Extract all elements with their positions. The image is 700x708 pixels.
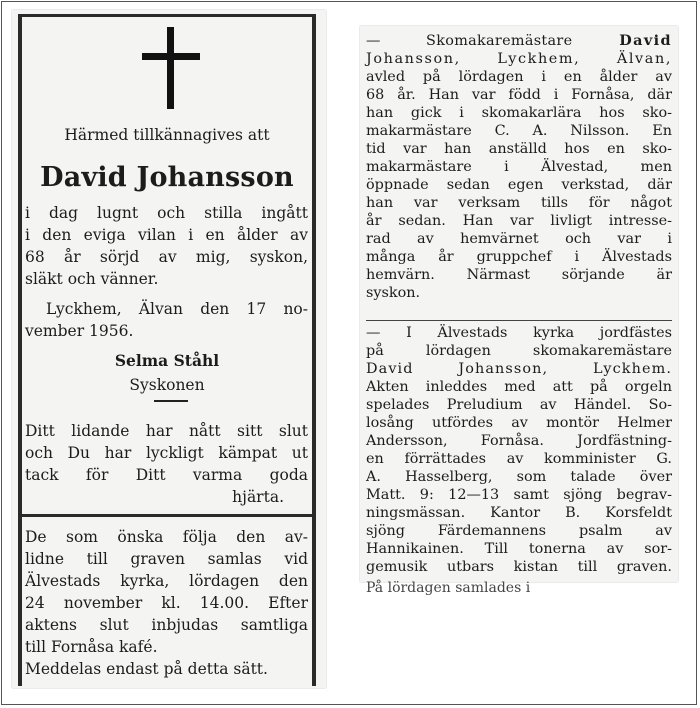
article-line: han var verksam tills för något	[366, 195, 672, 211]
funeral-info-line: aktens slut inbjudas samtliga	[25, 616, 308, 634]
verse-line: tack för Ditt varma goda	[25, 466, 308, 484]
signer-group: Syskonen	[129, 376, 205, 394]
funeral-info-line: 24 november kl. 14.00. Efter	[25, 594, 308, 612]
article-line: avled på lördagen i en ålder av	[366, 69, 672, 85]
article-line: 68 år. Han var född i Fornåsa, där	[366, 87, 672, 103]
article-line: gemusik utbars kistan till graven.	[366, 559, 672, 575]
notice-body-line: släkt och vänner.	[25, 270, 159, 288]
notice-place-date: Lyckhem, Älvan den 17 no-	[46, 300, 308, 318]
article-line: spelades Preludium av Händel. So-	[366, 397, 672, 413]
article-line: makarmästare i Älvestad, men	[366, 159, 672, 175]
article-line: han gick i skomakarlära hos sko-	[366, 105, 672, 121]
section-divider	[18, 514, 316, 517]
article-line: många år gruppchef i Älvestads	[366, 249, 672, 265]
article-line: Matt. 9: 12—13 samt sjöng begrav-	[366, 487, 672, 503]
article-line: öppnade sedan egen verkstad, där	[366, 177, 672, 193]
notice-body-line: i dag lugnt och stilla ingått	[25, 204, 308, 222]
verse-line: Ditt lidande har nått sitt slut	[25, 422, 308, 440]
article-line: tid var han anställd hos en sko-	[366, 141, 672, 157]
article-line: ningsmässan. Kantor B. Korsfeldt	[366, 505, 672, 521]
article-line: en förrättades av komminister G.	[366, 451, 672, 467]
article-line: syskon.	[366, 285, 421, 301]
funeral-info-line: lidne till graven samlas vid	[25, 550, 308, 568]
article-line: hemvärn. Närmast sörjande är	[366, 267, 672, 283]
notice-intro: Härmed tillkännagives att	[64, 126, 270, 144]
funeral-info-line: De som önska följa den av-	[25, 528, 308, 546]
notice-body-line: i den eviga vilan i en ålder av	[25, 226, 308, 244]
verse-line: och Du har lyckligt kämpat ut	[25, 444, 308, 462]
signer-name: Selma Ståhl	[114, 351, 220, 370]
article-line: David Johansson, Lyckhem.	[366, 361, 672, 377]
article-line: rad av hemvärnet och var i	[366, 231, 672, 247]
cross-icon	[142, 27, 200, 109]
notice-place-date: vember 1956.	[25, 322, 134, 340]
article-line: A. Hasselberg, som talade över	[366, 469, 672, 485]
article-line: på lördagen skomakaremästare	[366, 343, 672, 359]
article-line: — Skomakaremästare David	[366, 32, 672, 49]
divider	[154, 400, 188, 402]
article-line: år sedan. Han var livligt intresse-	[366, 213, 672, 229]
newspaper-article-clipping	[360, 26, 678, 596]
article-divider	[366, 320, 672, 321]
death-notice-clipping	[12, 10, 326, 688]
article-line: Akten inleddes med att på orgeln	[366, 379, 672, 395]
article-line: Andersson, Fornåsa. Jordfästning-	[366, 433, 672, 449]
article-line: makarmästare C. A. Nilsson. En	[366, 123, 672, 139]
notice-body-line: 68 år sörjd av mig, syskon,	[25, 248, 308, 266]
funeral-info-line: till Fornåsa kafé.	[25, 638, 158, 656]
funeral-info-line: Meddelas endast på detta sätt.	[25, 660, 268, 678]
article-line: Hannikainen. Till tonerna av sor-	[366, 541, 672, 557]
funeral-info-line: Älvestads kyrka, lördagen den	[25, 572, 308, 590]
verse-line: hjärta.	[232, 488, 284, 506]
article-line: Johansson, Lyckhem, Älvan,	[366, 51, 672, 67]
article-line: sjöng Färdemannens psalm av	[366, 523, 672, 539]
article-line: losång utfördes av montör Helmer	[366, 415, 672, 431]
article-cut-line: På lördagen samlades i	[366, 580, 531, 596]
deceased-name: David Johansson	[40, 162, 294, 193]
article-line: — I Älvestads kyrka jordfästes	[366, 325, 672, 341]
death-notice	[18, 14, 316, 686]
